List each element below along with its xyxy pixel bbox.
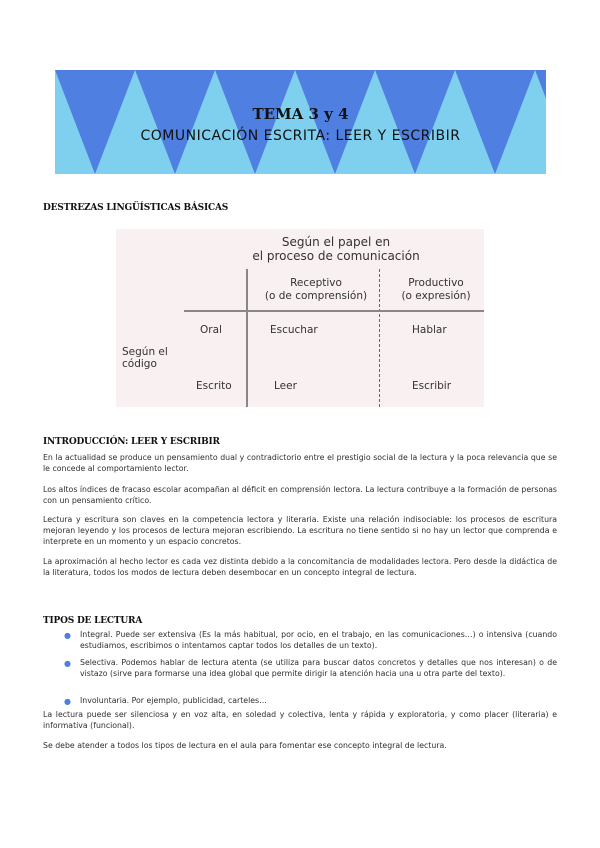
row-header-line2: código — [122, 358, 157, 370]
paragraph: Se debe atender a todos los tipos de lectura en el aula para fomentar ese concepto integral de lectura. — [43, 741, 447, 750]
col-header-productive-sub: (o expresión) — [401, 290, 471, 302]
col-header-receptive: Receptivo — [290, 277, 342, 289]
section-heading-tipos: TIPOS DE LECTURA — [43, 616, 143, 626]
section-heading-destrezas: DESTREZAS LINGÜÍSTICAS BÁSICAS — [43, 203, 229, 213]
divider-vertical-dashed — [379, 269, 380, 407]
diagram-title-line2: el proceso de comunicación — [252, 249, 420, 263]
bullet-icon: ● — [64, 659, 71, 668]
list-item: Integral. Puede ser extensiva (Es la más habitual, por ocio, en el trabajo, en las comunicaciones…) o intensiva (cuando estudiamos, escribimos o intentamos captar todos los detalles de un texto). — [80, 630, 557, 650]
paragraph: Los altos índices de fracaso escolar acompañan al déficit en comprensión lectora. La lectura contribuye a la formación de personas con un pensamiento crítico. — [43, 485, 557, 505]
divider-vertical-left — [246, 269, 248, 407]
cell-read: Leer — [274, 380, 297, 392]
list-item: Involuntaria. Por ejemplo, publicidad, carteles… — [80, 696, 267, 705]
col-header-productive: Productivo — [408, 277, 464, 289]
paragraph: En la actualidad se produce un pensamiento dual y contradictorio entre el prestigio social de la lectura y la poca relevancia que se le concede al comportamiento lector. — [43, 453, 557, 473]
row-label-written: Escrito — [196, 380, 232, 392]
divider-horizontal — [184, 310, 484, 312]
cell-write: Escribir — [412, 380, 452, 392]
diagram-title-line1: Según el papel en — [281, 235, 391, 249]
paragraph: La lectura puede ser silenciosa y en voz alta, en soledad y colectiva, lenta y rápida y exploratoria, y como placer (literaria) e informativa (funcional). — [43, 710, 557, 730]
list-item: Selectiva. Podemos hablar de lectura atenta (se utiliza para buscar datos concretos y detalles que nos interesan) o de vistazo (sirve para formarse una idea global que permite dirigir la atención hacia una u otra parte del texto). — [80, 658, 557, 678]
cell-speak: Hablar — [412, 324, 447, 336]
row-label-oral: Oral — [200, 324, 222, 336]
col-header-receptive-sub: (o de comprensión) — [264, 290, 368, 302]
title-banner — [55, 70, 546, 174]
page-title: TEMA 3 y 4 — [252, 105, 349, 123]
section-heading-introduccion: INTRODUCCIÓN: LEER Y ESCRIBIR — [43, 437, 220, 447]
bullet-icon: ● — [64, 631, 71, 640]
cell-listen: Escuchar — [270, 324, 318, 336]
row-header-line1: Según el — [122, 346, 168, 358]
skills-diagram — [116, 229, 484, 407]
bullet-icon: ● — [64, 697, 71, 706]
paragraph: La aproximación al hecho lector es cada vez distinta debido a la concomitancia de modalidades lectora. Pero desde la didáctica de la literatura, todos los modos de lectura deben desembocar en un concepto integral de lectura. — [43, 557, 557, 577]
page-subtitle: COMUNICACIÓN ESCRITA: LEER Y ESCRIBIR — [140, 128, 461, 144]
paragraph: Lectura y escritura son claves en la competencia lectora y literaria. Existe una relación indisociable: los procesos de escritura mejoran leyendo y los procesos de lectura mejoran escribiendo. La escritura no tiene sentido si no hay un lector que comprenda e interprete en un momento y un espacio concretos. — [43, 515, 557, 546]
